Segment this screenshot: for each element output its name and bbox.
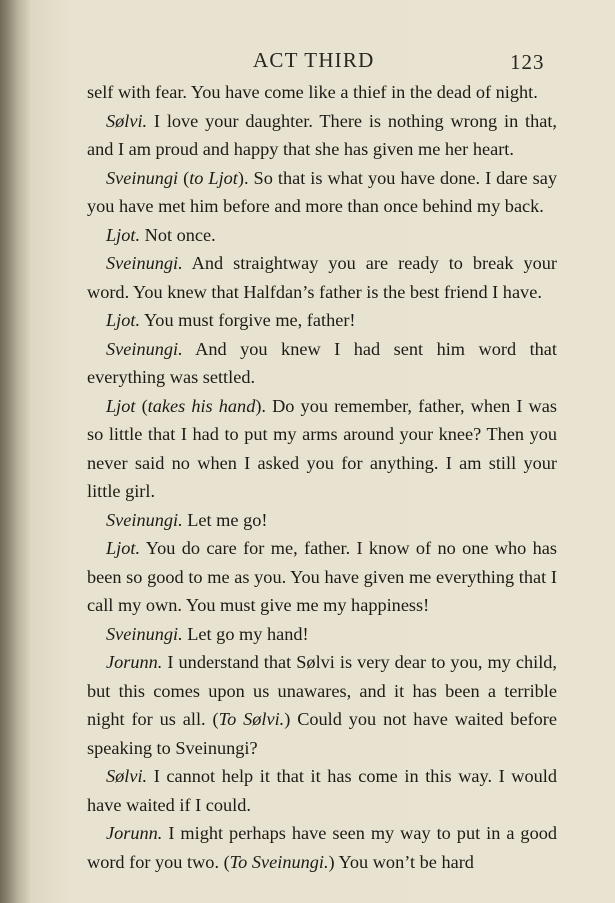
italic-text: To Sølvi. [218,709,285,729]
italic-text: Ljot. [106,538,141,558]
paragraph [87,506,557,535]
page-number: 123 [510,50,545,74]
page-header [0,44,615,72]
italic-text: Sølvi. [106,766,148,786]
text-segment: ). So that is what you have done. I dare say you have met him before and more than once behind my back. [87,167,557,216]
paragraph [87,164,557,221]
paragraph [87,78,557,107]
italic-text: takes his hand [147,395,256,416]
text-segment: I understand that Sølvi is very dear to you, my child, but this comes upon us unawares, and it has been a terrible night for us all. ( [87,652,557,729]
text-segment: ). Do you remember, father, when I was so little that I had to put my arms around your knee? Then you never said no when I asked you for anything. I am still your little girl. [87,395,557,501]
text-segment: I love your daughter. There is nothing wrong in that, and I am proud and happy that she has given me her heart. [87,110,557,159]
italic-text: Sveinungi [106,167,179,188]
italic-text: Jorunn. [106,823,163,843]
paragraph [87,335,557,392]
page-body-text [87,78,557,876]
italic-text: Sveinungi. [106,253,183,273]
text-segment: ) You won’t be hard [328,851,474,872]
paragraph [87,306,557,335]
paragraph [87,249,557,306]
italic-text: Sølvi. [106,110,148,131]
paragraph [87,392,557,506]
paragraph [87,762,557,819]
paragraph [87,107,557,164]
text-segment: ( [178,167,190,188]
running-title: ACT THIRD [253,48,375,72]
text-segment: And you knew I had sent him word that everything was settled. [87,338,557,387]
paragraph [87,221,557,250]
italic-text: Ljot. [106,224,141,245]
text-segment: You do care for me, father. I know of no one who has been so good to me as you. You have given me everything that I call my own. You must give me my happiness! [87,538,557,615]
text-segment: You must forgive me, father! [140,310,356,330]
paragraph [87,534,557,620]
text-segment: Let go my hand! [182,623,309,644]
italic-text: to Ljot [189,167,238,188]
text-segment: ) Could you not have waited before speaking to Sveinungi? [87,709,557,758]
text-segment: And straightway you are ready to break your word. You knew that Halfdan’s father is the best friend I have. [87,253,557,302]
italic-text: To Sveinungi. [229,851,329,872]
paragraph [87,648,557,762]
italic-text: Jorunn. [106,652,163,672]
italic-text: Sveinungi. [106,338,183,359]
text-segment: I might perhaps have seen my way to put in a good word for you two. ( [87,823,557,872]
text-segment: ( [135,395,148,416]
text-segment: Let me go! [182,509,268,530]
text-segment: I cannot help it that it has come in this way. I would have waited if I could. [87,766,557,815]
text-segment: self with fear. You have come like a thief in the dead of night. [87,82,538,102]
italic-text: Ljot. [106,310,141,330]
text-segment: Not once. [140,224,216,245]
italic-text: Sveinungi. [106,623,183,644]
italic-text: Ljot [106,395,136,416]
italic-text: Sveinungi. [106,509,183,530]
paragraph [87,620,557,649]
book-spine-shadow [0,0,30,903]
paragraph [87,819,557,876]
